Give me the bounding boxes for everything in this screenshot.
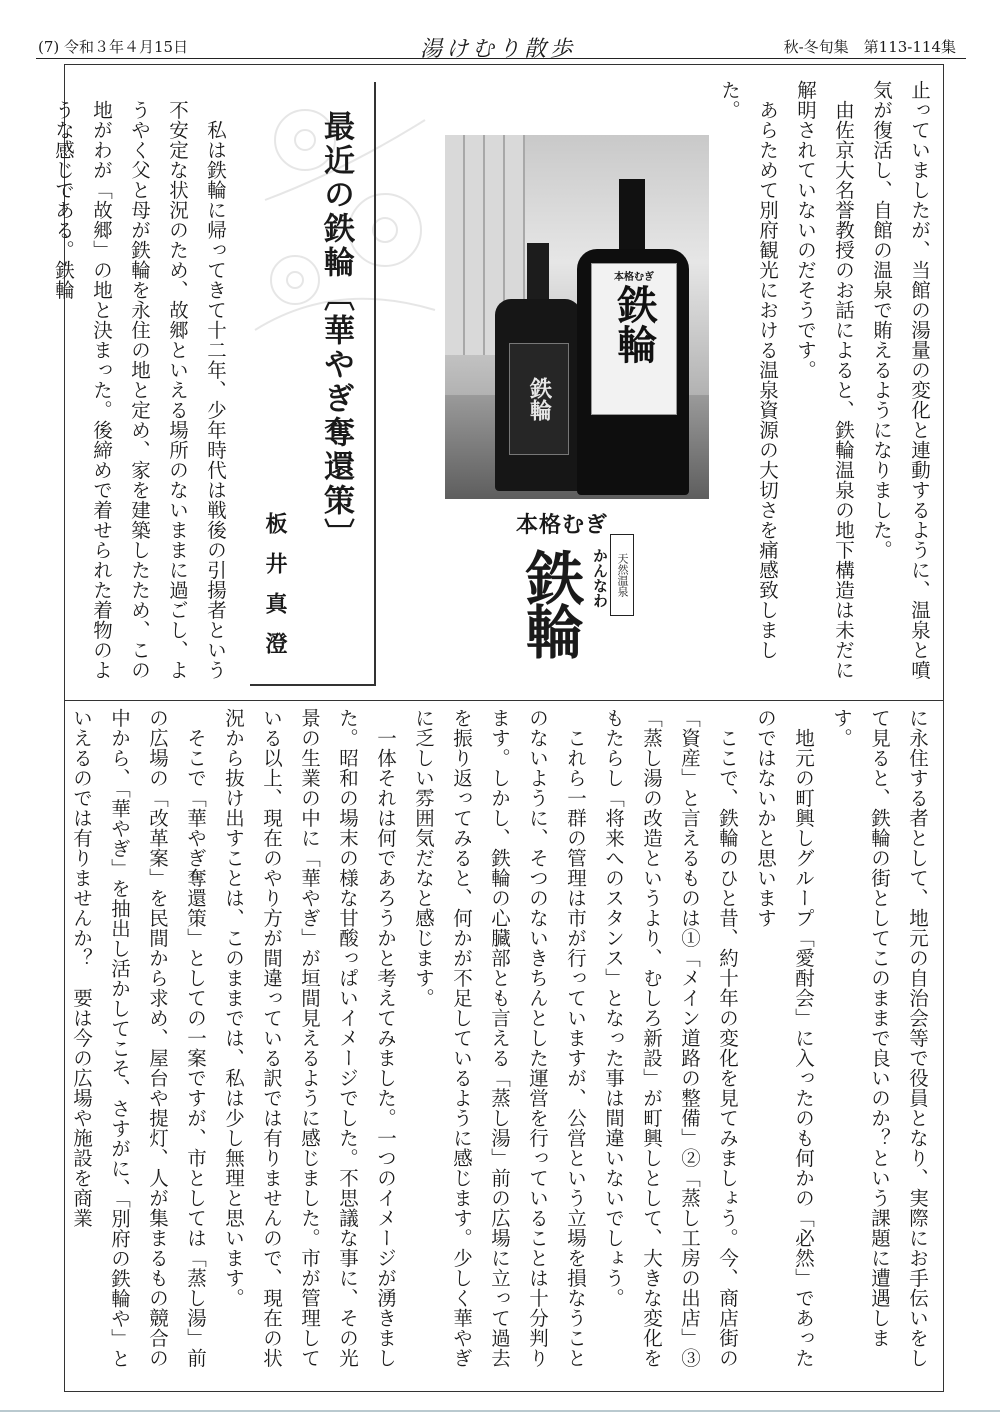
large-bottle-label-main: 鉄輪 <box>611 284 657 364</box>
small-bottle-label: 鉄輪 <box>509 343 569 455</box>
logo-kana: かんなわ <box>591 548 609 608</box>
masthead-title: 湯けむり散歩 <box>420 37 577 62</box>
paragraph: 止っていましたが、当館の湯量の変化と連動するように、温泉と噴気が復活し、自館の温泉で賄えるようになりました。 <box>870 80 931 680</box>
section-divider <box>64 700 944 701</box>
author-name: 板井真澄 <box>262 512 288 672</box>
title-block <box>250 82 376 686</box>
header-rule <box>36 58 966 59</box>
small-bottle <box>495 243 581 491</box>
top-right-text-column <box>698 80 938 692</box>
paragraph: 私は鉄輪に帰ってきて十二年、少年時代は戦後の引揚者という不安定な状況のため、故郷といえる場所のないままに過ごし、ようやく父と母が鉄輪を永住の地と定め、家を建築したため、この地がわが「故郷」の地と決まった。後締めで着せられた着物のような感じである。鉄輪 <box>52 100 227 680</box>
logo-stamp: 天然温泉 <box>610 534 634 616</box>
paragraph: 一体それは何であろうかと考えてみました。一つのイメージが湧きました。昭和の場末の様な甘酸っぱいイメージでした。不思議な事に、その光景の生業の中に「華やぎ」が垣間見えるように感じました。市が管理している以上、現在のやり方が間違っている訳では有りませんので、現在の状況から抜け出すことは、このままでは、私は少し無理と思います。 <box>222 708 397 1368</box>
large-bottle-label <box>591 263 677 415</box>
top-left-text-column <box>52 100 234 696</box>
issue-date: (7) 令和３年４月15日 <box>38 38 189 56</box>
paragraph: に永住する者として、地元の自治会等で役員となり、実際にお手伝いをして見ると、鉄輪の街としてこのままで良いのか？という課題に遭遇します。 <box>830 708 929 1368</box>
paragraph: そこで「華やぎ奪還策」としての一案ですが、市としては「蒸し湯」前の広場の「改革案」を民間から求め、屋台や提灯、人が集まるもの競合の中から、「華やぎ」を抽出し活かしてこそ、さすがに、「別府の鉄輪や」といえるのでは有りませんか？ 要は今の広場や施設を商業 <box>70 708 207 1369</box>
article-title: 最近の鉄輪〔華やぎ奪還策〕 <box>318 110 354 552</box>
logo-main-text: 鉄輪 <box>516 548 584 656</box>
collection-number: 秋-冬旬集 第113-114集 <box>783 38 956 56</box>
bottom-text-column <box>70 708 936 1380</box>
shochu-bottles-photo <box>445 135 709 499</box>
paragraph: あらためて別府観光における温泉資源の大切さを痛感致しました。 <box>718 80 779 660</box>
paragraph: 地元の町興しグループ「愛酎会」に入ったのも何かの「必然」であったのではないかと思います <box>754 708 815 1368</box>
paragraph: 由佐京大名誉教授のお話によると、鉄輪温泉の地下構造は未だに解明されていないのだそうです。 <box>794 80 855 680</box>
logo-subtitle: 本格むぎ <box>516 513 609 538</box>
large-bottle <box>577 179 689 495</box>
paragraph: これら一群の管理は市が行っていますが、公営という立場を損なうことのないように、そつのないきちんとした運営を行っていることは十分判ります。しかし、鉄輪の心臓部とも言える「蒸し湯」前の広場に立って過去を振り返ってみると、何かが不足しているように感じます。少しく華やぎに乏しい雰囲気だなと感じます。 <box>412 708 587 1368</box>
page-header <box>0 34 1000 64</box>
paragraph: ここで、鉄輪のひと昔、約十年の変化を見てみましょう。今、商店街の「資産」と言えるものは①「メイン道路の整備」②「蒸し工房の出店」③「蒸し湯の改造というより、むしろ新設」が町興しとして、大きな変化をもたらし「将来へのスタンス」となった事は間違いないでしょう。 <box>602 708 739 1368</box>
kannawa-logo <box>510 508 650 668</box>
large-bottle-label-top: 本格むぎ <box>614 272 654 283</box>
footer-rule <box>0 1410 1000 1412</box>
